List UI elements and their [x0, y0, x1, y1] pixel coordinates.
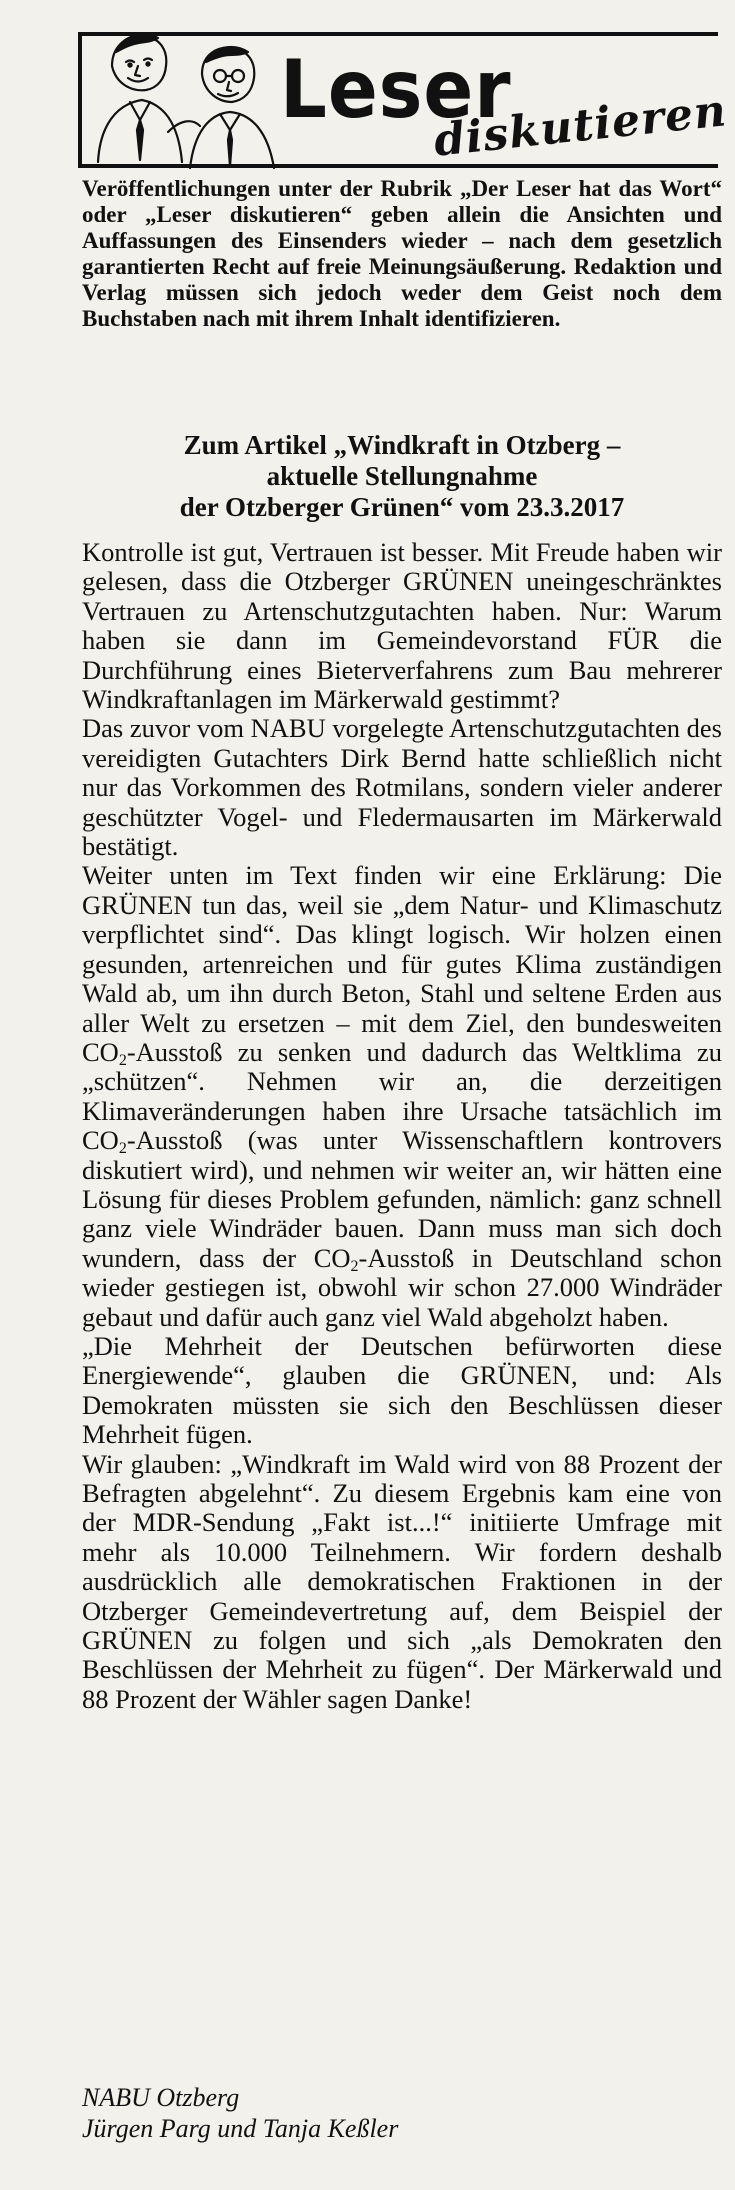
headline-line-3: der Otzberger Grünen“ vom 23.3.2017: [179, 492, 625, 522]
headline-line-1: Zum Artikel „Windkraft in Otzberg –: [183, 430, 621, 460]
letter-body: [82, 538, 722, 1714]
paragraph-4: „Die Mehrheit der Deutschen befürworten diese Energiewende“, glauben die GRÜNEN, und: Als Demokraten müssten sie sich den Beschlüssen dieser Mehrheit fügen.: [82, 1330, 722, 1450]
banner-title: Leser: [280, 43, 512, 136]
signature: [82, 2082, 722, 2144]
paragraph-5: Wir glauben: „Windkraft im Wald wird von 88 Prozent der Befragten abgelehnt“. Zu diesem Ergebnis kam eine von der MDR-Sendung „Fakt ist...!“ initiierte Umfrage mit mehr als 10.000 Teilnehmern. Wir fordern deshalb ausdrücklich alle demokratischen Fraktionen in der Otzberger Gemeindevertretung auf, dem Beispiel der GRÜNEN zu folgen und sich „als Demokraten den Beschlüssen der Mehrheit zu fügen“. Der Märkerwald und 88 Prozent der Wähler sagen Danke!: [82, 1448, 722, 1714]
paragraph-3-part-c: -Ausstoß (was unter Wissenschaftlern kontrovers diskutiert wird), und nehmen wir weiter an, wir hätten eine Lösung für dieses Problem gefunden, nämlich: ganz schnell ganz viele Windräder bauen. Dann muss man sich doch wundern, dass der CO: [82, 1125, 722, 1273]
paragraph-3-part-a: Weiter unten im Text finden wir eine Erklärung: Die GRÜNEN tun das, weil sie „dem Natur- und Klimaschutz verpflichtet sind“. Das klingt logisch. Wir holzen einen gesunden, artenreichen und für gutes Klima zuständigen Wald ab, um ihn durch Beton, Stahl und seltene Erden aus aller Welt zu ersetzen – mit dem Ziel, den bundesweiten CO: [82, 860, 722, 1067]
paragraph-3-part-b: -Ausstoß zu senken und dadurch das Weltklima zu „schützen“. Nehmen wir an, die derzeitigen Klimaveränderungen haben ihre Ursache tatsächlich im CO: [82, 1036, 722, 1156]
two-readers-illustration-icon: [82, 22, 282, 172]
co2-subscript: 2: [118, 1051, 127, 1069]
paragraph-1: Kontrolle ist gut, Vertrauen ist besser. Mit Freude haben wir gelesen, dass die Otzberger GRÜNEN uneingeschränktes Vertrauen zu Artenschutzgutachten haben. Nur: Warum haben sie dann im Gemeindevorstand FÜR die Durchführung eines Bieterverfahrens zum Bau mehrerer Windkraftanlagen im Märkerwald gestimmt?: [82, 537, 722, 715]
headline-line-2: aktuelle Stellungnahme: [266, 461, 538, 491]
paragraph-2: Das zuvor vom NABU vorgelegte Artenschutzgutachten des vereidigten Gutachters Dirk Bernd hatte schließlich nicht nur das Vorkommen des Rotmilans, sondern vieler anderer geschützter Vogel- und Fledermausarten im Märkerwald bestätigt.: [82, 713, 722, 862]
co2-subscript: 2: [350, 1257, 359, 1275]
signature-organization: NABU Otzberg: [82, 2083, 240, 2112]
disclaimer-text: Veröffentlichungen unter der Rubrik „Der Leser hat das Wort“ oder „Leser diskutieren“ geben allein die Ansichten und Auffassungen des Einsenders wieder – nach dem gesetzlich garantierten Recht auf freie Meinungsäußerung. Redaktion und Verlag müssen sich jedoch weder dem Geist noch dem Buchstaben nach mit ihrem Inhalt identifizieren.: [82, 176, 722, 331]
paragraph-3-part-d: -Ausstoß in Deutschland schon wieder gestiegen ist, obwohl wir schon 27.000 Windräder gebaut und dafür auch ganz viel Wald abgeholzt haben.: [82, 1242, 722, 1332]
signature-names: Jürgen Parg und Tanja Keßler: [82, 2114, 399, 2143]
article-headline: [82, 430, 722, 523]
paragraph-3: [82, 861, 722, 1332]
section-banner: [78, 32, 730, 168]
co2-subscript: 2: [118, 1140, 127, 1158]
banner-subtitle: diskutieren: [431, 85, 730, 167]
